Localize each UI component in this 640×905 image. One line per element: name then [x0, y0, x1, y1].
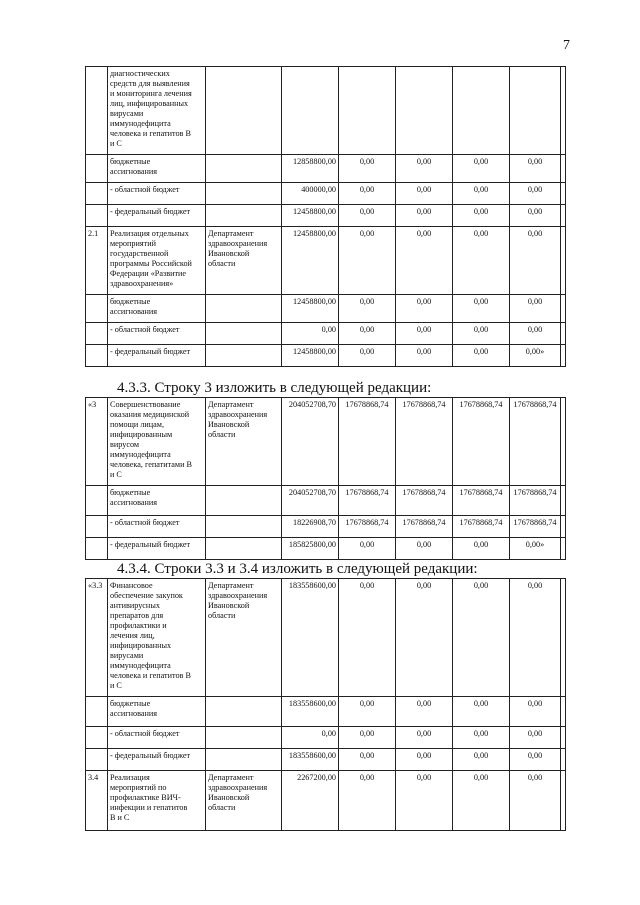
amount-cell: 0,00 — [453, 538, 510, 560]
amount-cell: 17678868,74 — [453, 398, 510, 486]
table-row — [86, 771, 566, 831]
amendment-heading-row-3: 4.3.3. Строку 3 изложить в следующей редакции: — [117, 380, 432, 396]
item-name-cell: - федеральный бюджет — [108, 345, 206, 367]
amount-cell: 0,00 — [510, 295, 561, 323]
responsible-department-cell: Департамент здравоохранения Ивановской области — [206, 398, 282, 486]
amount-cell: 12858800,00 — [282, 155, 339, 183]
amount-cell: 0,00 — [339, 345, 396, 367]
amount-cell: 0,00 — [510, 697, 561, 727]
amount-cell: 0,00 — [510, 183, 561, 205]
amount-cell: 0,00 — [510, 727, 561, 749]
amount-cell: 0,00 — [339, 227, 396, 295]
amount-cell: 17678868,74 — [453, 486, 510, 516]
item-name-cell: бюджетные ассигнования — [108, 295, 206, 323]
amount-cell: 0,00 — [396, 697, 453, 727]
amount-cell: 0,00 — [339, 295, 396, 323]
amount-cell — [561, 205, 566, 227]
responsible-department-cell — [206, 323, 282, 345]
amount-cell: 0,00 — [510, 579, 561, 697]
row-number-cell — [86, 727, 108, 749]
amount-cell — [339, 67, 396, 155]
table-row — [86, 295, 566, 323]
amount-cell — [561, 295, 566, 323]
amount-cell — [561, 227, 566, 295]
amount-cell — [561, 749, 566, 771]
amount-cell: 0,00 — [453, 771, 510, 831]
amount-cell: 17678868,74 — [339, 516, 396, 538]
amount-cell: 17678868,74 — [339, 398, 396, 486]
amount-cell: 0,00 — [396, 538, 453, 560]
amount-cell: 0,00 — [339, 771, 396, 831]
row-number-cell — [86, 486, 108, 516]
amount-cell: 0,00 — [453, 323, 510, 345]
amount-cell: 0,00 — [396, 227, 453, 295]
amount-cell: 0,00 — [510, 771, 561, 831]
amount-cell: 400000,00 — [282, 183, 339, 205]
amount-cell: 0,00 — [282, 323, 339, 345]
amount-cell: 183558600,00 — [282, 749, 339, 771]
amount-cell — [561, 486, 566, 516]
amount-cell: 17678868,74 — [396, 398, 453, 486]
amount-cell: 0,00 — [396, 155, 453, 183]
amount-cell: 17678868,74 — [510, 398, 561, 486]
responsible-department-cell — [206, 697, 282, 727]
amount-cell: 12458800,00 — [282, 295, 339, 323]
responsible-department-cell — [206, 749, 282, 771]
item-name-cell: Совершенствование оказания медицинской помощи лицам, инфицированным вирусом иммунодефицита человека, гепатитами В и С — [108, 398, 206, 486]
amount-cell: 0,00 — [453, 579, 510, 697]
amount-cell: 0,00 — [396, 579, 453, 697]
amount-cell: 0,00 — [339, 727, 396, 749]
item-name-cell: - областной бюджет — [108, 323, 206, 345]
row-number-cell — [86, 205, 108, 227]
amount-cell — [561, 516, 566, 538]
amount-cell: 0,00 — [510, 323, 561, 345]
amount-cell — [561, 345, 566, 367]
amount-cell: 0,00 — [510, 227, 561, 295]
amount-cell: 183558600,00 — [282, 697, 339, 727]
amount-cell — [561, 697, 566, 727]
row-number-cell — [86, 516, 108, 538]
amount-cell: 0,00 — [453, 697, 510, 727]
amount-cell: 0,00 — [339, 538, 396, 560]
amount-cell — [561, 579, 566, 697]
budget-table-row-3 — [85, 397, 566, 560]
amount-cell — [561, 67, 566, 155]
table-row — [86, 749, 566, 771]
row-number-cell: «3 — [86, 398, 108, 486]
amount-cell: 0,00 — [453, 205, 510, 227]
amount-cell: 0,00» — [510, 538, 561, 560]
amount-cell: 2267200,00 — [282, 771, 339, 831]
amount-cell: 204052708,70 — [282, 398, 339, 486]
responsible-department-cell — [206, 486, 282, 516]
amount-cell: 0,00 — [339, 323, 396, 345]
amendment-heading-rows-3-3-3-4: 4.3.4. Строки 3.3 и 3.4 изложить в следующей редакции: — [117, 561, 478, 577]
table-row — [86, 345, 566, 367]
table-row — [86, 727, 566, 749]
responsible-department-cell — [206, 516, 282, 538]
amount-cell: 0,00 — [396, 771, 453, 831]
amount-cell: 0,00 — [396, 323, 453, 345]
amount-cell: 18226908,70 — [282, 516, 339, 538]
row-number-cell — [86, 295, 108, 323]
item-name-cell: бюджетные ассигнования — [108, 697, 206, 727]
amount-cell — [561, 538, 566, 560]
table-row — [86, 516, 566, 538]
row-number-cell — [86, 67, 108, 155]
amount-cell — [282, 67, 339, 155]
table-row — [86, 398, 566, 486]
amount-cell: 204052708,70 — [282, 486, 339, 516]
table-row — [86, 579, 566, 697]
responsible-department-cell — [206, 727, 282, 749]
row-number-cell: «3.3 — [86, 579, 108, 697]
item-name-cell: - федеральный бюджет — [108, 205, 206, 227]
row-number-cell — [86, 155, 108, 183]
table-row — [86, 155, 566, 183]
amount-cell: 17678868,74 — [510, 516, 561, 538]
responsible-department-cell — [206, 345, 282, 367]
amount-cell: 0,00 — [510, 749, 561, 771]
responsible-department-cell — [206, 155, 282, 183]
amount-cell: 0,00 — [453, 227, 510, 295]
amount-cell: 0,00 — [339, 205, 396, 227]
amount-cell — [561, 727, 566, 749]
responsible-department-cell — [206, 538, 282, 560]
responsible-department-cell: Департамент здравоохранения Ивановской области — [206, 771, 282, 831]
item-name-cell: Финансовое обеспечение закупок антивирусных препаратов для профилактики и лечения лиц, инфицированных вирусами иммунодефицита человека и гепатитов В и С — [108, 579, 206, 697]
responsible-department-cell — [206, 67, 282, 155]
amount-cell: 185825800,00 — [282, 538, 339, 560]
row-number-cell — [86, 538, 108, 560]
amount-cell: 0,00 — [396, 749, 453, 771]
responsible-department-cell — [206, 295, 282, 323]
item-name-cell: - областной бюджет — [108, 183, 206, 205]
amount-cell: 0,00 — [396, 205, 453, 227]
amount-cell: 0,00 — [453, 727, 510, 749]
amount-cell: 17678868,74 — [396, 486, 453, 516]
amount-cell: 17678868,74 — [453, 516, 510, 538]
item-name-cell: Реализация мероприятий по профилактике ВИЧ- инфекции и гепатитов В и С — [108, 771, 206, 831]
item-name-cell: бюджетные ассигнования — [108, 486, 206, 516]
amount-cell: 0,00 — [396, 345, 453, 367]
amount-cell: 0,00 — [339, 155, 396, 183]
amount-cell: 12458800,00 — [282, 205, 339, 227]
table-row — [86, 67, 566, 155]
item-name-cell: - федеральный бюджет — [108, 749, 206, 771]
amount-cell — [453, 67, 510, 155]
amount-cell: 0,00 — [396, 183, 453, 205]
table-row — [86, 227, 566, 295]
row-number-cell — [86, 323, 108, 345]
table-row — [86, 205, 566, 227]
table-row — [86, 183, 566, 205]
amount-cell — [510, 67, 561, 155]
amount-cell: 0,00 — [453, 749, 510, 771]
amount-cell: 12458800,00 — [282, 227, 339, 295]
responsible-department-cell: Департамент здравоохранения Ивановской области — [206, 227, 282, 295]
item-name-cell: - федеральный бюджет — [108, 538, 206, 560]
amount-cell: 0,00 — [339, 697, 396, 727]
row-number-cell: 3.4 — [86, 771, 108, 831]
amount-cell: 183558600,00 — [282, 579, 339, 697]
amount-cell: 17678868,74 — [510, 486, 561, 516]
item-name-cell: диагностических средств для выявления и мониторинга лечения лиц, инфицированных вирусами иммунодефицита человека и гепатитов В и С — [108, 67, 206, 155]
item-name-cell: - областной бюджет — [108, 516, 206, 538]
table-row — [86, 486, 566, 516]
amount-cell: 0,00» — [510, 345, 561, 367]
table-row — [86, 538, 566, 560]
amount-cell: 0,00 — [453, 155, 510, 183]
row-number-cell — [86, 697, 108, 727]
amount-cell — [561, 771, 566, 831]
amount-cell: 0,00 — [453, 345, 510, 367]
item-name-cell: - областной бюджет — [108, 727, 206, 749]
row-number-cell — [86, 749, 108, 771]
row-number-cell — [86, 183, 108, 205]
budget-table-continuation — [85, 66, 566, 367]
amount-cell: 0,00 — [339, 579, 396, 697]
amount-cell: 0,00 — [453, 183, 510, 205]
amount-cell: 0,00 — [282, 727, 339, 749]
item-name-cell: бюджетные ассигнования — [108, 155, 206, 183]
amount-cell: 17678868,74 — [396, 516, 453, 538]
row-number-cell: 2.1 — [86, 227, 108, 295]
amount-cell — [561, 155, 566, 183]
amount-cell: 0,00 — [510, 205, 561, 227]
row-number-cell — [86, 345, 108, 367]
responsible-department-cell: Департамент здравоохранения Ивановской области — [206, 579, 282, 697]
table-row — [86, 697, 566, 727]
amount-cell: 0,00 — [453, 295, 510, 323]
amount-cell: 0,00 — [339, 183, 396, 205]
table-row — [86, 323, 566, 345]
budget-table-rows-3-3-3-4 — [85, 578, 566, 831]
amount-cell: 17678868,74 — [339, 486, 396, 516]
item-name-cell: Реализация отдельных мероприятий государственной программы Российской Федерации «Развитие здравоохранения» — [108, 227, 206, 295]
amount-cell — [561, 183, 566, 205]
amount-cell: 0,00 — [339, 749, 396, 771]
responsible-department-cell — [206, 183, 282, 205]
amount-cell — [561, 398, 566, 486]
amount-cell — [561, 323, 566, 345]
page-number: 7 — [563, 38, 570, 53]
amount-cell — [396, 67, 453, 155]
amount-cell: 0,00 — [396, 727, 453, 749]
amount-cell: 0,00 — [510, 155, 561, 183]
amount-cell: 12458800,00 — [282, 345, 339, 367]
amount-cell: 0,00 — [396, 295, 453, 323]
responsible-department-cell — [206, 205, 282, 227]
